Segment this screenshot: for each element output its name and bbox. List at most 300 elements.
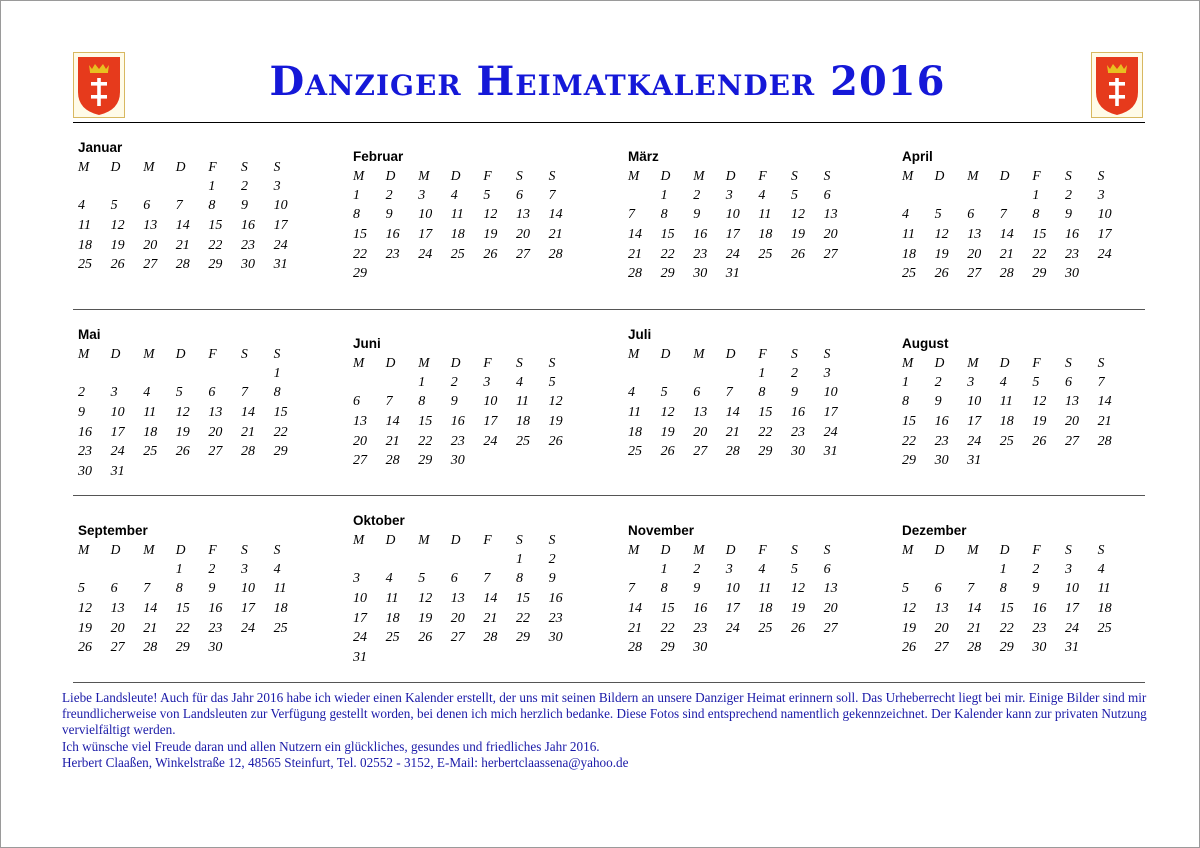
weekday-header: S <box>823 542 831 557</box>
month-block <box>624 522 854 658</box>
day-cell: 17 <box>1097 227 1112 243</box>
day-cell: 2 <box>240 178 248 194</box>
day-cell: 21 <box>483 610 498 626</box>
day-cell: 13 <box>967 227 982 243</box>
weekday-header: S <box>1064 168 1072 183</box>
day-cell: 4 <box>902 207 909 223</box>
day-cell: 24 <box>240 620 255 636</box>
day-cell: 4 <box>628 385 635 401</box>
day-cell: 12 <box>934 227 949 243</box>
day-cell: 29 <box>902 453 916 469</box>
day-cell: 22 <box>208 237 223 253</box>
day-cell: 29 <box>1032 266 1047 282</box>
day-cell: 22 <box>660 246 675 262</box>
day-cell: 28 <box>1097 433 1112 449</box>
day-cell: 14 <box>967 601 982 617</box>
empty-cell <box>414 550 447 570</box>
day-cell: 19 <box>110 237 125 253</box>
day-cell: 14 <box>999 227 1014 243</box>
day-cell: 24 <box>967 433 982 449</box>
day-cell: 12 <box>790 581 805 597</box>
day-cell: 23 <box>240 237 255 253</box>
empty-cell <box>722 364 755 384</box>
day-cell: 9 <box>693 207 701 223</box>
empty-cell <box>479 550 512 570</box>
day-cell: 20 <box>967 246 982 262</box>
day-cell: 8 <box>660 581 668 597</box>
day-cell: 3 <box>823 365 831 381</box>
day-cell: 23 <box>693 246 708 262</box>
day-cell: 31 <box>353 650 367 666</box>
weekday-header: M <box>418 532 430 547</box>
day-cell: 2 <box>1064 187 1072 203</box>
day-cell: 21 <box>385 433 400 449</box>
day-cell: 8 <box>175 581 183 597</box>
weekday-header: D <box>110 159 121 174</box>
weekday-header: F <box>483 355 492 370</box>
day-cell: 5 <box>790 561 798 577</box>
empty-cell <box>382 373 415 393</box>
day-cell: 7 <box>967 581 975 597</box>
weekday-header: S <box>273 159 281 174</box>
weekday-header: M <box>628 168 640 183</box>
weekday-header: S <box>515 355 523 370</box>
day-cell: 20 <box>353 433 367 449</box>
day-cell: 10 <box>967 394 982 410</box>
empty-cell <box>898 560 931 580</box>
month-block <box>349 148 579 284</box>
month-days-grid <box>898 540 1128 658</box>
weekday-header: S <box>273 346 281 361</box>
day-cell: 26 <box>418 630 433 646</box>
day-cell: 6 <box>110 581 118 597</box>
day-cell: 12 <box>660 405 675 421</box>
month-days-grid <box>74 344 304 482</box>
weekday-header: D <box>934 355 945 370</box>
day-cell: 1 <box>660 187 668 203</box>
day-cell: 5 <box>418 571 426 587</box>
weekday-header: S <box>790 542 798 557</box>
day-cell: 19 <box>790 601 805 617</box>
day-cell: 6 <box>353 394 360 410</box>
day-cell: 2 <box>693 561 701 577</box>
day-cell: 24 <box>353 630 367 646</box>
day-cell: 25 <box>515 433 530 449</box>
weekday-header: M <box>967 542 979 557</box>
day-cell: 5 <box>483 187 491 203</box>
month-name: März <box>628 149 659 164</box>
day-cell: 17 <box>823 405 838 421</box>
day-cell: 13 <box>208 405 223 421</box>
day-cell: 18 <box>143 424 158 440</box>
day-cell: 4 <box>758 187 766 203</box>
day-cell: 20 <box>823 227 838 243</box>
day-cell: 10 <box>823 385 838 401</box>
day-cell: 23 <box>385 246 400 262</box>
day-cell: 6 <box>823 561 831 577</box>
month-name: Juni <box>353 336 381 351</box>
empty-cell <box>172 177 205 197</box>
day-cell: 30 <box>78 464 92 480</box>
day-cell: 22 <box>515 610 530 626</box>
day-cell: 25 <box>628 444 642 460</box>
day-cell: 17 <box>418 227 433 243</box>
day-cell: 6 <box>515 187 523 203</box>
day-cell: 8 <box>999 581 1007 597</box>
day-cell: 5 <box>934 207 942 223</box>
day-cell: 15 <box>418 414 433 430</box>
day-cell: 26 <box>548 433 563 449</box>
day-cell: 30 <box>208 640 223 656</box>
weekday-header: M <box>902 355 914 370</box>
day-cell: 6 <box>143 198 151 214</box>
day-cell: 9 <box>790 385 798 401</box>
month-block <box>74 326 304 482</box>
day-cell: 3 <box>273 178 281 194</box>
day-cell: 4 <box>78 198 85 214</box>
day-cell: 25 <box>143 444 158 460</box>
day-cell: 5 <box>902 581 909 597</box>
day-cell: 23 <box>208 620 223 636</box>
day-cell: 27 <box>934 640 949 656</box>
day-cell: 3 <box>1064 561 1072 577</box>
weekday-header: D <box>385 168 396 183</box>
day-cell: 15 <box>660 601 675 617</box>
day-cell: 18 <box>999 414 1014 430</box>
day-cell: 21 <box>548 227 563 243</box>
weekday-header: D <box>725 346 736 361</box>
day-cell: 22 <box>660 620 675 636</box>
day-cell: 18 <box>515 414 530 430</box>
day-cell: 13 <box>693 405 708 421</box>
day-cell: 9 <box>1032 581 1040 597</box>
weekday-header: S <box>548 168 556 183</box>
weekday-header: D <box>175 346 186 361</box>
day-cell: 23 <box>790 424 805 440</box>
day-cell: 12 <box>790 207 805 223</box>
day-cell: 23 <box>693 620 708 636</box>
footer-paragraph: Liebe Landsleute! Auch für das Jahr 2016 habe ich wieder einen Kalender erstellt, der uns mit seinen Bildern an unsere Danziger Heimat erinnern soll. Das Urheberrecht liegt bei mir. Einige Bilder sind mir freundlicherweise von Landsleuten zur Verfügung gestellt worden, bei denen ich mich herzlich bedanke. Diese Fotos sind entsprechend namentlich gekennzeichnet. Der Kalender kann zur privaten Nutzung vervielfältigt werden. <box>62 690 1147 738</box>
empty-cell <box>349 550 382 570</box>
weekday-header: D <box>725 542 736 557</box>
month-days-grid <box>624 540 854 658</box>
day-cell: 30 <box>548 630 563 646</box>
day-cell: 17 <box>967 414 982 430</box>
day-cell: 6 <box>1064 374 1072 390</box>
day-cell: 4 <box>385 571 393 587</box>
weekday-header: D <box>660 168 671 183</box>
row-divider <box>73 495 1145 496</box>
empty-cell <box>107 364 140 384</box>
day-cell: 6 <box>450 571 458 587</box>
weekday-header: F <box>1032 542 1041 557</box>
day-cell: 1 <box>758 365 766 381</box>
day-cell: 25 <box>758 246 773 262</box>
day-cell: 16 <box>78 424 92 440</box>
day-cell: 24 <box>725 620 740 636</box>
day-cell: 8 <box>902 394 909 410</box>
day-cell: 7 <box>143 581 151 597</box>
day-cell: 15 <box>1032 227 1047 243</box>
weekday-header: D <box>999 168 1010 183</box>
day-cell: 29 <box>660 266 675 282</box>
day-cell: 28 <box>385 453 400 469</box>
day-cell: 13 <box>934 601 949 617</box>
day-cell: 5 <box>790 187 798 203</box>
day-cell: 16 <box>1064 227 1079 243</box>
day-cell: 24 <box>110 444 125 460</box>
weekday-header: D <box>725 168 736 183</box>
weekday-header: S <box>548 355 556 370</box>
day-cell: 11 <box>628 405 641 421</box>
weekday-header: M <box>78 346 90 361</box>
day-cell: 16 <box>385 227 400 243</box>
day-cell: 12 <box>548 394 563 410</box>
weekday-header: M <box>967 168 979 183</box>
weekday-header: S <box>240 159 248 174</box>
day-cell: 31 <box>967 453 982 469</box>
weekday-header: S <box>823 346 831 361</box>
day-cell: 29 <box>999 640 1014 656</box>
day-cell: 23 <box>1064 246 1079 262</box>
day-cell: 22 <box>353 246 367 262</box>
month-days-grid <box>898 353 1128 471</box>
day-cell: 10 <box>725 581 740 597</box>
month-block <box>349 512 579 668</box>
weekday-header: S <box>273 542 281 557</box>
day-cell: 30 <box>790 444 805 460</box>
weekday-header: S <box>240 542 248 557</box>
month-days-grid <box>74 540 304 658</box>
day-cell: 25 <box>1097 620 1112 636</box>
day-cell: 2 <box>548 551 556 567</box>
day-cell: 16 <box>450 414 465 430</box>
day-cell: 15 <box>902 414 916 430</box>
footer-contact: Herbert Claaßen, Winkelstraße 12, 48565 Steinfurt, Tel. 02552 - 3152, E-Mail: herbertclaassena@yahoo.de <box>62 754 629 770</box>
weekday-header: D <box>175 542 186 557</box>
day-cell: 23 <box>934 433 949 449</box>
day-cell: 21 <box>240 424 255 440</box>
day-cell: 26 <box>790 246 805 262</box>
day-cell: 14 <box>628 601 642 617</box>
weekday-header: M <box>418 355 430 370</box>
day-cell: 27 <box>208 444 223 460</box>
day-cell: 25 <box>273 620 288 636</box>
day-cell: 18 <box>902 246 916 262</box>
day-cell: 17 <box>725 601 740 617</box>
day-cell: 3 <box>353 571 360 587</box>
day-cell: 13 <box>110 601 125 617</box>
day-cell: 28 <box>725 444 740 460</box>
weekday-header: D <box>110 542 121 557</box>
day-cell: 3 <box>240 561 248 577</box>
day-cell: 4 <box>273 561 281 577</box>
day-cell: 2 <box>450 374 458 390</box>
day-cell: 23 <box>1032 620 1047 636</box>
day-cell: 26 <box>660 444 675 460</box>
day-cell: 22 <box>175 620 190 636</box>
empty-cell <box>898 186 931 206</box>
title-divider <box>73 122 1145 123</box>
day-cell: 15 <box>758 405 773 421</box>
day-cell: 9 <box>450 394 458 410</box>
day-cell: 19 <box>934 246 949 262</box>
empty-cell <box>447 550 480 570</box>
day-cell: 1 <box>175 561 183 577</box>
day-cell: 1 <box>1032 187 1040 203</box>
day-cell: 19 <box>790 227 805 243</box>
day-cell: 14 <box>143 601 158 617</box>
day-cell: 4 <box>758 561 766 577</box>
weekday-header: M <box>967 355 979 370</box>
day-cell: 31 <box>823 444 838 460</box>
day-cell: 22 <box>902 433 916 449</box>
day-cell: 12 <box>110 218 125 234</box>
month-name: Februar <box>353 149 404 164</box>
day-cell: 29 <box>515 630 530 646</box>
day-cell: 16 <box>1032 601 1047 617</box>
day-cell: 8 <box>1032 207 1040 223</box>
day-cell: 14 <box>1097 394 1112 410</box>
month-block <box>349 335 579 471</box>
day-cell: 24 <box>418 246 433 262</box>
day-cell: 13 <box>143 218 158 234</box>
day-cell: 10 <box>240 581 255 597</box>
day-cell: 28 <box>548 246 563 262</box>
weekday-header: M <box>693 346 705 361</box>
empty-cell <box>74 560 107 580</box>
weekday-header: M <box>902 542 914 557</box>
day-cell: 15 <box>660 227 675 243</box>
day-cell: 10 <box>418 207 433 223</box>
day-cell: 22 <box>758 424 773 440</box>
day-cell: 13 <box>515 207 530 223</box>
day-cell: 10 <box>483 394 498 410</box>
day-cell: 25 <box>902 266 916 282</box>
day-cell: 8 <box>660 207 668 223</box>
day-cell: 17 <box>725 227 740 243</box>
month-name: April <box>902 149 933 164</box>
day-cell: 26 <box>902 640 916 656</box>
danzig-coat-of-arms-icon <box>1091 52 1143 118</box>
day-cell: 21 <box>1097 414 1112 430</box>
day-cell: 16 <box>693 601 708 617</box>
empty-cell <box>624 186 657 206</box>
weekday-header: M <box>902 168 914 183</box>
day-cell: 9 <box>693 581 701 597</box>
month-name: November <box>628 523 695 538</box>
weekday-header: S <box>1064 542 1072 557</box>
day-cell: 5 <box>548 374 556 390</box>
day-cell: 16 <box>240 218 255 234</box>
day-cell: 20 <box>110 620 125 636</box>
weekday-header: D <box>660 346 671 361</box>
day-cell: 28 <box>628 266 642 282</box>
day-cell: 25 <box>999 433 1014 449</box>
empty-cell <box>963 560 996 580</box>
day-cell: 2 <box>934 374 942 390</box>
empty-cell <box>74 364 107 384</box>
day-cell: 3 <box>967 374 975 390</box>
day-cell: 26 <box>1032 433 1047 449</box>
day-cell: 3 <box>418 187 426 203</box>
day-cell: 6 <box>693 385 701 401</box>
day-cell: 15 <box>273 405 288 421</box>
weekday-header: S <box>515 168 523 183</box>
day-cell: 7 <box>725 385 733 401</box>
weekday-header: D <box>934 542 945 557</box>
day-cell: 18 <box>273 601 288 617</box>
empty-cell <box>349 373 382 393</box>
day-cell: 19 <box>175 424 190 440</box>
day-cell: 27 <box>823 246 838 262</box>
day-cell: 13 <box>823 581 838 597</box>
day-cell: 9 <box>208 581 216 597</box>
day-cell: 3 <box>483 374 491 390</box>
day-cell: 28 <box>999 266 1014 282</box>
day-cell: 19 <box>483 227 498 243</box>
day-cell: 20 <box>823 601 838 617</box>
day-cell: 14 <box>385 414 400 430</box>
empty-cell <box>931 560 964 580</box>
weekday-header: D <box>999 542 1010 557</box>
day-cell: 10 <box>353 591 367 607</box>
day-cell: 7 <box>240 385 248 401</box>
empty-cell <box>931 186 964 206</box>
weekday-header: S <box>240 346 248 361</box>
weekday-header: S <box>790 168 798 183</box>
empty-cell <box>139 560 172 580</box>
day-cell: 25 <box>450 246 465 262</box>
day-cell: 27 <box>693 444 708 460</box>
day-cell: 28 <box>628 640 642 656</box>
empty-cell <box>139 177 172 197</box>
day-cell: 8 <box>353 207 360 223</box>
day-cell: 23 <box>450 433 465 449</box>
day-cell: 15 <box>353 227 367 243</box>
month-name: Mai <box>78 327 101 342</box>
day-cell: 10 <box>1097 207 1112 223</box>
weekday-header: F <box>1032 168 1041 183</box>
day-cell: 10 <box>725 207 740 223</box>
day-cell: 7 <box>999 207 1007 223</box>
day-cell: 17 <box>240 601 255 617</box>
empty-cell <box>107 177 140 197</box>
empty-cell <box>657 364 690 384</box>
day-cell: 11 <box>385 591 399 607</box>
day-cell: 19 <box>548 414 563 430</box>
weekday-header: S <box>1097 168 1105 183</box>
day-cell: 2 <box>790 365 798 381</box>
day-cell: 12 <box>78 601 92 617</box>
day-cell: 7 <box>628 581 635 597</box>
day-cell: 20 <box>693 424 708 440</box>
day-cell: 30 <box>1032 640 1047 656</box>
day-cell: 29 <box>660 640 675 656</box>
row-divider <box>73 682 1145 683</box>
weekday-header: M <box>143 346 155 361</box>
empty-cell <box>204 364 237 384</box>
weekday-header: F <box>758 168 767 183</box>
day-cell: 19 <box>78 620 92 636</box>
month-days-grid <box>898 166 1128 284</box>
day-cell: 23 <box>548 610 563 626</box>
day-cell: 8 <box>418 394 426 410</box>
weekday-header: M <box>143 542 155 557</box>
day-cell: 11 <box>450 207 464 223</box>
day-cell: 7 <box>385 394 393 410</box>
month-name: August <box>902 336 949 351</box>
